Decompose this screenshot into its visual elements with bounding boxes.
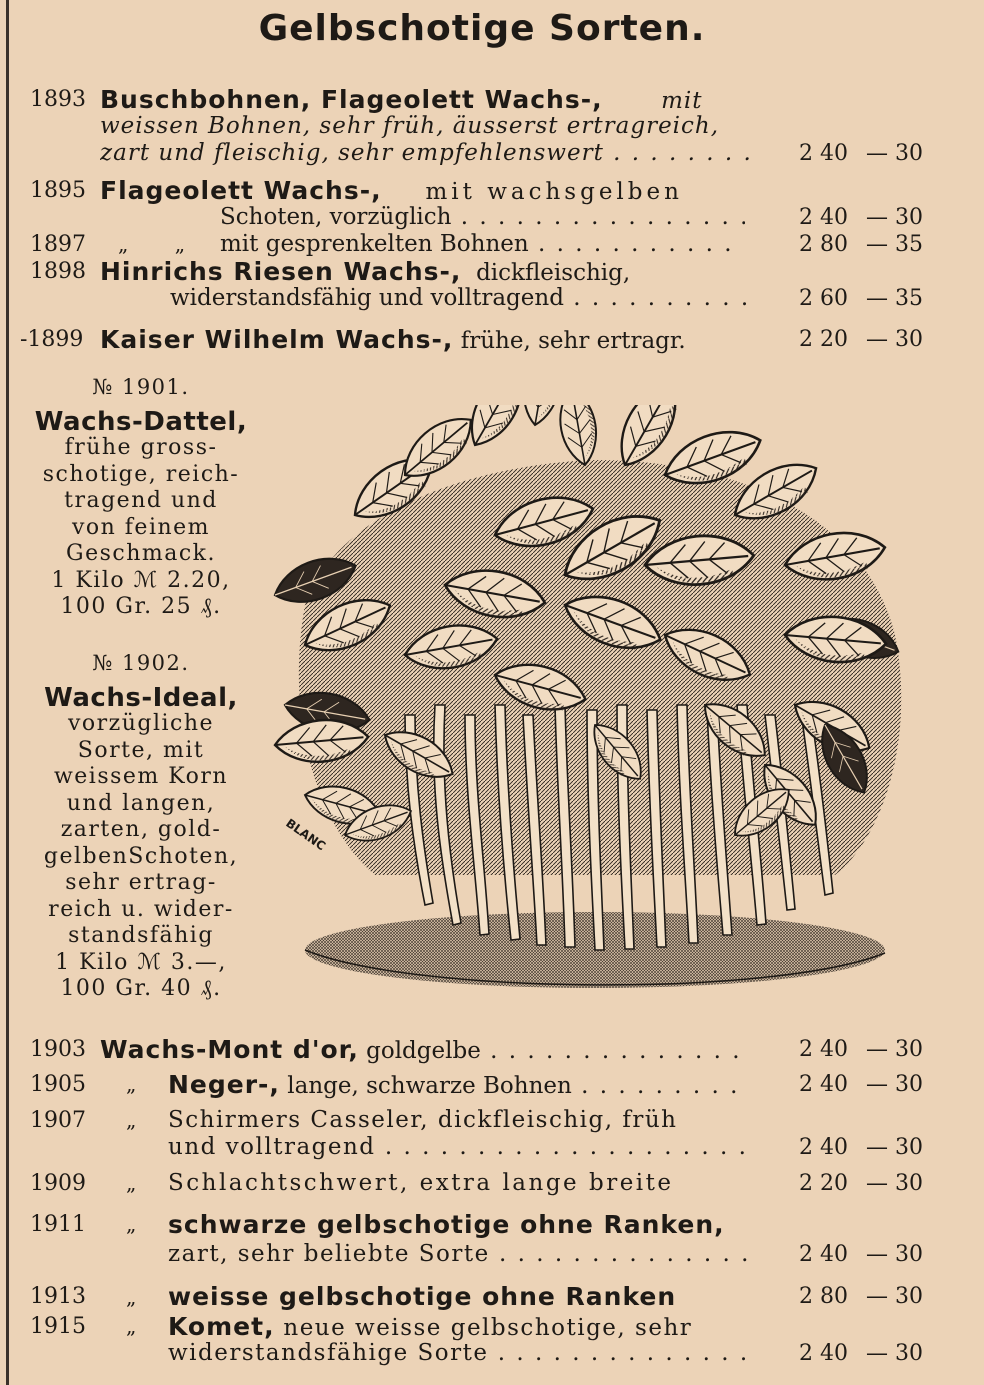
article-number: 1905 bbox=[30, 1072, 86, 1097]
entry-1893 bbox=[30, 86, 950, 167]
entry-1915 bbox=[30, 1313, 950, 1367]
description-line: und langen, bbox=[66, 790, 216, 816]
entry-1903 bbox=[30, 1036, 950, 1063]
article-number: № 1902. bbox=[92, 651, 190, 675]
price-kilo: 2 40 bbox=[799, 1242, 848, 1267]
price-line: 1 Kilo ℳ 2.20, bbox=[51, 567, 231, 593]
description-line: weissem Korn bbox=[53, 764, 229, 789]
article-number: 1903 bbox=[30, 1037, 86, 1062]
variety-name: Komet, bbox=[168, 1313, 275, 1341]
description-line: von feinem bbox=[71, 514, 211, 540]
price-100g: — 30 bbox=[866, 1242, 923, 1267]
price-kilo: 2 20 bbox=[799, 327, 848, 352]
description-line: vorzügliche bbox=[67, 711, 215, 736]
description-line: zarten, gold- bbox=[60, 817, 222, 842]
price-kilo: 2 40 bbox=[799, 141, 848, 166]
price-line: 1 Kilo ℳ 3.—, bbox=[55, 949, 227, 975]
article-number: 1915 bbox=[30, 1314, 86, 1339]
description: dickfleischig, bbox=[476, 260, 631, 286]
entry-1911 bbox=[30, 1208, 950, 1268]
variety-name: schwarze gelbschotige ohne Ranken, bbox=[168, 1210, 725, 1239]
description: widerstandsfähige Sorte . . . bbox=[168, 1340, 748, 1367]
price-kilo: 2 40 bbox=[799, 1341, 848, 1366]
article-number: 1898 bbox=[30, 259, 86, 284]
description: lange, schwarze Bohnen bbox=[287, 1073, 572, 1099]
price-100g: — 30 bbox=[866, 1037, 923, 1062]
description-line: sehr ertrag- bbox=[65, 870, 217, 895]
description-line: standsfähig bbox=[68, 923, 214, 948]
side-entry-1901 bbox=[30, 374, 252, 621]
price-100g: — 30 bbox=[866, 1072, 923, 1097]
description-line: frühe gross- bbox=[64, 435, 218, 460]
description-line: reich u. wider- bbox=[48, 896, 234, 922]
price-100g: — 30 bbox=[866, 327, 923, 352]
article-number: 1907 bbox=[30, 1108, 86, 1133]
left-margin-rule bbox=[6, 0, 9, 1385]
variety-name: Buschbohnen, Flageolett Wachs-, bbox=[100, 86, 603, 114]
ditto-mark: „ bbox=[126, 1072, 137, 1096]
price-100g: — 35 bbox=[866, 286, 923, 311]
variety-name: Wachs-Mont d'or, bbox=[100, 1036, 359, 1064]
entry-1899 bbox=[20, 326, 950, 354]
ditto-mark: „ „ bbox=[118, 232, 206, 256]
artist-signature: BLANC bbox=[283, 815, 329, 854]
description-line: schotige, reich- bbox=[42, 461, 240, 487]
description: mit bbox=[661, 88, 703, 114]
description: Schirmers Casseler, dickfleischig, früh bbox=[168, 1107, 678, 1133]
price-100g: — 30 bbox=[866, 1135, 923, 1160]
price-line: 100 Gr. 40 ₰. bbox=[60, 976, 222, 1001]
price-100g: — 30 bbox=[866, 205, 923, 230]
description: Schoten, vorzüglich . . . bbox=[220, 204, 745, 231]
price-kilo: 2 40 bbox=[799, 1135, 848, 1160]
description: mit gesprenkelten Bohnen . . . bbox=[220, 231, 745, 258]
variety-name: Neger-, bbox=[168, 1071, 280, 1099]
description-line: tragend und bbox=[64, 488, 218, 513]
article-number: № 1901. bbox=[92, 375, 190, 399]
article-number: 1895 bbox=[30, 178, 86, 203]
entry-1895 bbox=[30, 177, 950, 231]
ditto-mark: „ bbox=[126, 1108, 137, 1132]
description: und volltragend . . . bbox=[168, 1134, 748, 1161]
price-100g: — 30 bbox=[866, 1341, 923, 1366]
price-line: 100 Gr. 25 ₰. bbox=[60, 594, 222, 619]
page-title: Gelbschotige Sorten. bbox=[258, 8, 706, 49]
description: zart, sehr beliebte Sorte . . . bbox=[168, 1241, 748, 1268]
ditto-mark: „ bbox=[126, 1285, 137, 1309]
price-100g: — 30 bbox=[866, 1284, 923, 1309]
article-number: 1909 bbox=[30, 1171, 86, 1196]
description: mit wachsgelben bbox=[425, 179, 683, 205]
description: frühe, sehr ertragr. bbox=[460, 328, 686, 354]
price-kilo: 2 40 bbox=[799, 205, 848, 230]
price-100g: — 35 bbox=[866, 232, 923, 257]
side-entry-1902 bbox=[30, 650, 252, 1003]
description: weissen Bohnen, sehr früh, äusserst ertragreich, bbox=[100, 113, 720, 139]
price-kilo: 2 80 bbox=[799, 232, 848, 257]
entry-1897 bbox=[30, 231, 950, 258]
price-kilo: 2 20 bbox=[799, 1171, 848, 1196]
entry-1913 bbox=[30, 1282, 950, 1312]
variety-name: Hinrichs Riesen Wachs-, bbox=[100, 258, 462, 286]
price-kilo: 2 40 bbox=[799, 1072, 848, 1097]
variety-name: weisse gelbschotige ohne Ranken bbox=[168, 1282, 677, 1311]
article-number: 1913 bbox=[30, 1284, 86, 1309]
entry-1905 bbox=[30, 1071, 950, 1098]
description: Schlachtschwert, extra lange breite bbox=[168, 1170, 674, 1196]
entry-1898 bbox=[30, 258, 950, 312]
ditto-mark: „ bbox=[126, 1314, 137, 1338]
article-number: 1897 bbox=[30, 232, 86, 257]
description: zart und fleischig, sehr empfehlenswert . . . bbox=[100, 140, 750, 167]
article-number: -1899 bbox=[20, 327, 84, 352]
description-line: Sorte, mit bbox=[77, 737, 205, 763]
price-kilo: 2 80 bbox=[799, 1284, 848, 1309]
price-100g: — 30 bbox=[866, 1171, 923, 1196]
price-kilo: 2 40 bbox=[799, 1037, 848, 1062]
variety-name: Wachs-Ideal, bbox=[44, 682, 238, 713]
ditto-mark: „ bbox=[126, 1171, 137, 1195]
ditto-mark: „ bbox=[126, 1212, 137, 1236]
description: widerstandsfähig und volltragend . . . bbox=[170, 285, 750, 312]
variety-name: Wachs-Dattel, bbox=[34, 406, 248, 437]
price-100g: — 30 bbox=[866, 141, 923, 166]
description-line: Geschmack. bbox=[66, 541, 216, 566]
article-number: 1893 bbox=[30, 87, 86, 112]
description: goldgelbe bbox=[366, 1038, 481, 1064]
bean-plant-illustration bbox=[265, 405, 915, 1010]
variety-name: Flageolett Wachs-, bbox=[100, 177, 382, 205]
description: neue weisse gelbschotige, sehr bbox=[283, 1315, 693, 1341]
article-number: 1911 bbox=[30, 1212, 86, 1237]
entry-1909 bbox=[30, 1170, 950, 1197]
description-line: gelbenSchoten, bbox=[43, 843, 239, 869]
entry-1907 bbox=[30, 1107, 950, 1161]
price-kilo: 2 60 bbox=[799, 286, 848, 311]
variety-name: Kaiser Wilhelm Wachs-, bbox=[100, 326, 454, 354]
